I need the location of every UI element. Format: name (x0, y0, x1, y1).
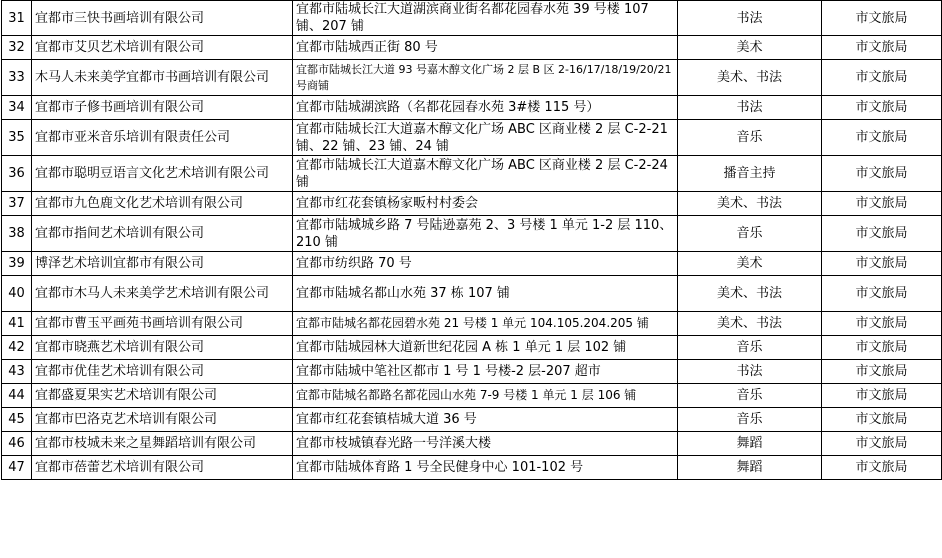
row-number: 31 (2, 1, 32, 36)
company-name: 宜都市艾贝艺术培训有限公司 (32, 36, 293, 60)
table-row (2, 96, 942, 120)
company-address: 宜都市红花套镇桔城大道 36 号 (293, 408, 678, 432)
supervising-department: 市文旅局 (822, 216, 942, 252)
row-number: 43 (2, 360, 32, 384)
training-category: 舞蹈 (678, 432, 822, 456)
table-row (2, 432, 942, 456)
row-number: 36 (2, 156, 32, 192)
row-number: 38 (2, 216, 32, 252)
table-row (2, 384, 942, 408)
company-name: 木马人未来美学宜都市书画培训有限公司 (32, 60, 293, 96)
company-address: 宜都市陆城湖滨路（名都花园春水苑 3#楼 115 号） (293, 96, 678, 120)
supervising-department: 市文旅局 (822, 252, 942, 276)
table-row (2, 36, 942, 60)
row-number: 45 (2, 408, 32, 432)
company-name: 博泽艺术培训宜都市有限公司 (32, 252, 293, 276)
table-row (2, 216, 942, 252)
company-address: 宜都市陆城长江大道嘉木醇文化广场 ABC 区商业楼 2 层 C-2-21 铺、22 铺、23 铺、24 铺 (293, 120, 678, 156)
company-address: 宜都市陆城名都山水苑 37 栋 107 铺 (293, 276, 678, 312)
row-number: 33 (2, 60, 32, 96)
table-row (2, 312, 942, 336)
company-address: 宜都市红花套镇杨家畈村村委会 (293, 192, 678, 216)
training-category: 书法 (678, 1, 822, 36)
training-category: 播音主持 (678, 156, 822, 192)
training-category: 美术、书法 (678, 192, 822, 216)
table-row (2, 336, 942, 360)
company-name: 宜都市亚米音乐培训有限责任公司 (32, 120, 293, 156)
supervising-department: 市文旅局 (822, 456, 942, 480)
company-address: 宜都市纺织路 70 号 (293, 252, 678, 276)
table-row (2, 252, 942, 276)
training-category: 音乐 (678, 384, 822, 408)
table-row (2, 1, 942, 36)
company-address: 宜都市陆城名都路名都花园山水苑 7-9 号楼 1 单元 1 层 106 铺 (293, 384, 678, 408)
table-row (2, 408, 942, 432)
table-row (2, 156, 942, 192)
supervising-department: 市文旅局 (822, 156, 942, 192)
training-category: 音乐 (678, 408, 822, 432)
supervising-department: 市文旅局 (822, 408, 942, 432)
supervising-department: 市文旅局 (822, 336, 942, 360)
supervising-department: 市文旅局 (822, 1, 942, 36)
supervising-department: 市文旅局 (822, 36, 942, 60)
company-address: 宜都市陆城中笔社区都市 1 号 1 号楼-2 层-207 超市 (293, 360, 678, 384)
company-name: 宜都市聪明豆语言文化艺术培训有限公司 (32, 156, 293, 192)
company-address: 宜都市枝城镇春光路一号洋溪大楼 (293, 432, 678, 456)
company-address: 宜都市陆城园林大道新世纪花园 A 栋 1 单元 1 层 102 铺 (293, 336, 678, 360)
company-name: 宜都盛夏果实艺术培训有限公司 (32, 384, 293, 408)
company-address: 宜都市陆城城乡路 7 号陆逊嘉苑 2、3 号楼 1 单元 1-2 层 110、210 铺 (293, 216, 678, 252)
supervising-department: 市文旅局 (822, 312, 942, 336)
training-institutions-table (1, 0, 942, 480)
company-address: 宜都市陆城长江大道嘉木醇文化广场 ABC 区商业楼 2 层 C-2-24 铺 (293, 156, 678, 192)
company-name: 宜都市曹玉平画苑书画培训有限公司 (32, 312, 293, 336)
training-category: 美术、书法 (678, 312, 822, 336)
row-number: 32 (2, 36, 32, 60)
supervising-department: 市文旅局 (822, 96, 942, 120)
training-category: 书法 (678, 96, 822, 120)
company-name: 宜都市指间艺术培训有限公司 (32, 216, 293, 252)
company-name: 宜都市子修书画培训有限公司 (32, 96, 293, 120)
training-category: 音乐 (678, 336, 822, 360)
supervising-department: 市文旅局 (822, 276, 942, 312)
supervising-department: 市文旅局 (822, 120, 942, 156)
training-category: 书法 (678, 360, 822, 384)
row-number: 35 (2, 120, 32, 156)
company-name: 宜都市木马人未来美学艺术培训有限公司 (32, 276, 293, 312)
training-category: 舞蹈 (678, 456, 822, 480)
training-category: 音乐 (678, 120, 822, 156)
row-number: 40 (2, 276, 32, 312)
table-row (2, 120, 942, 156)
company-name: 宜都市三快书画培训有限公司 (32, 1, 293, 36)
table-row (2, 360, 942, 384)
table-row (2, 60, 942, 96)
company-name: 宜都市枝城未来之星舞蹈培训有限公司 (32, 432, 293, 456)
table-row (2, 456, 942, 480)
company-address: 宜都市陆城西正街 80 号 (293, 36, 678, 60)
row-number: 46 (2, 432, 32, 456)
company-address: 宜都市陆城体育路 1 号全民健身中心 101-102 号 (293, 456, 678, 480)
training-category: 美术、书法 (678, 276, 822, 312)
table-row (2, 276, 942, 312)
row-number: 34 (2, 96, 32, 120)
training-category: 音乐 (678, 216, 822, 252)
company-address: 宜都市陆城长江大道 93 号嘉木醇文化广场 2 层 B 区 2-16/17/18/19/20/21 号商铺 (293, 60, 678, 96)
training-category: 美术 (678, 36, 822, 60)
supervising-department: 市文旅局 (822, 360, 942, 384)
supervising-department: 市文旅局 (822, 60, 942, 96)
company-name: 宜都市九色鹿文化艺术培训有限公司 (32, 192, 293, 216)
company-name: 宜都市巴洛克艺术培训有限公司 (32, 408, 293, 432)
row-number: 41 (2, 312, 32, 336)
training-category: 美术、书法 (678, 60, 822, 96)
supervising-department: 市文旅局 (822, 192, 942, 216)
supervising-department: 市文旅局 (822, 432, 942, 456)
row-number: 39 (2, 252, 32, 276)
company-address: 宜都市陆城长江大道湖滨商业街名都花园春水苑 39 号楼 107 铺、207 铺 (293, 1, 678, 36)
training-category: 美术 (678, 252, 822, 276)
row-number: 37 (2, 192, 32, 216)
company-name: 宜都市晓燕艺术培训有限公司 (32, 336, 293, 360)
supervising-department: 市文旅局 (822, 384, 942, 408)
table-row (2, 192, 942, 216)
row-number: 47 (2, 456, 32, 480)
row-number: 44 (2, 384, 32, 408)
row-number: 42 (2, 336, 32, 360)
company-name: 宜都市蓓蕾艺术培训有限公司 (32, 456, 293, 480)
company-name: 宜都市优佳艺术培训有限公司 (32, 360, 293, 384)
company-address: 宜都市陆城名都花园碧水苑 21 号楼 1 单元 104.105.204.205 铺 (293, 312, 678, 336)
